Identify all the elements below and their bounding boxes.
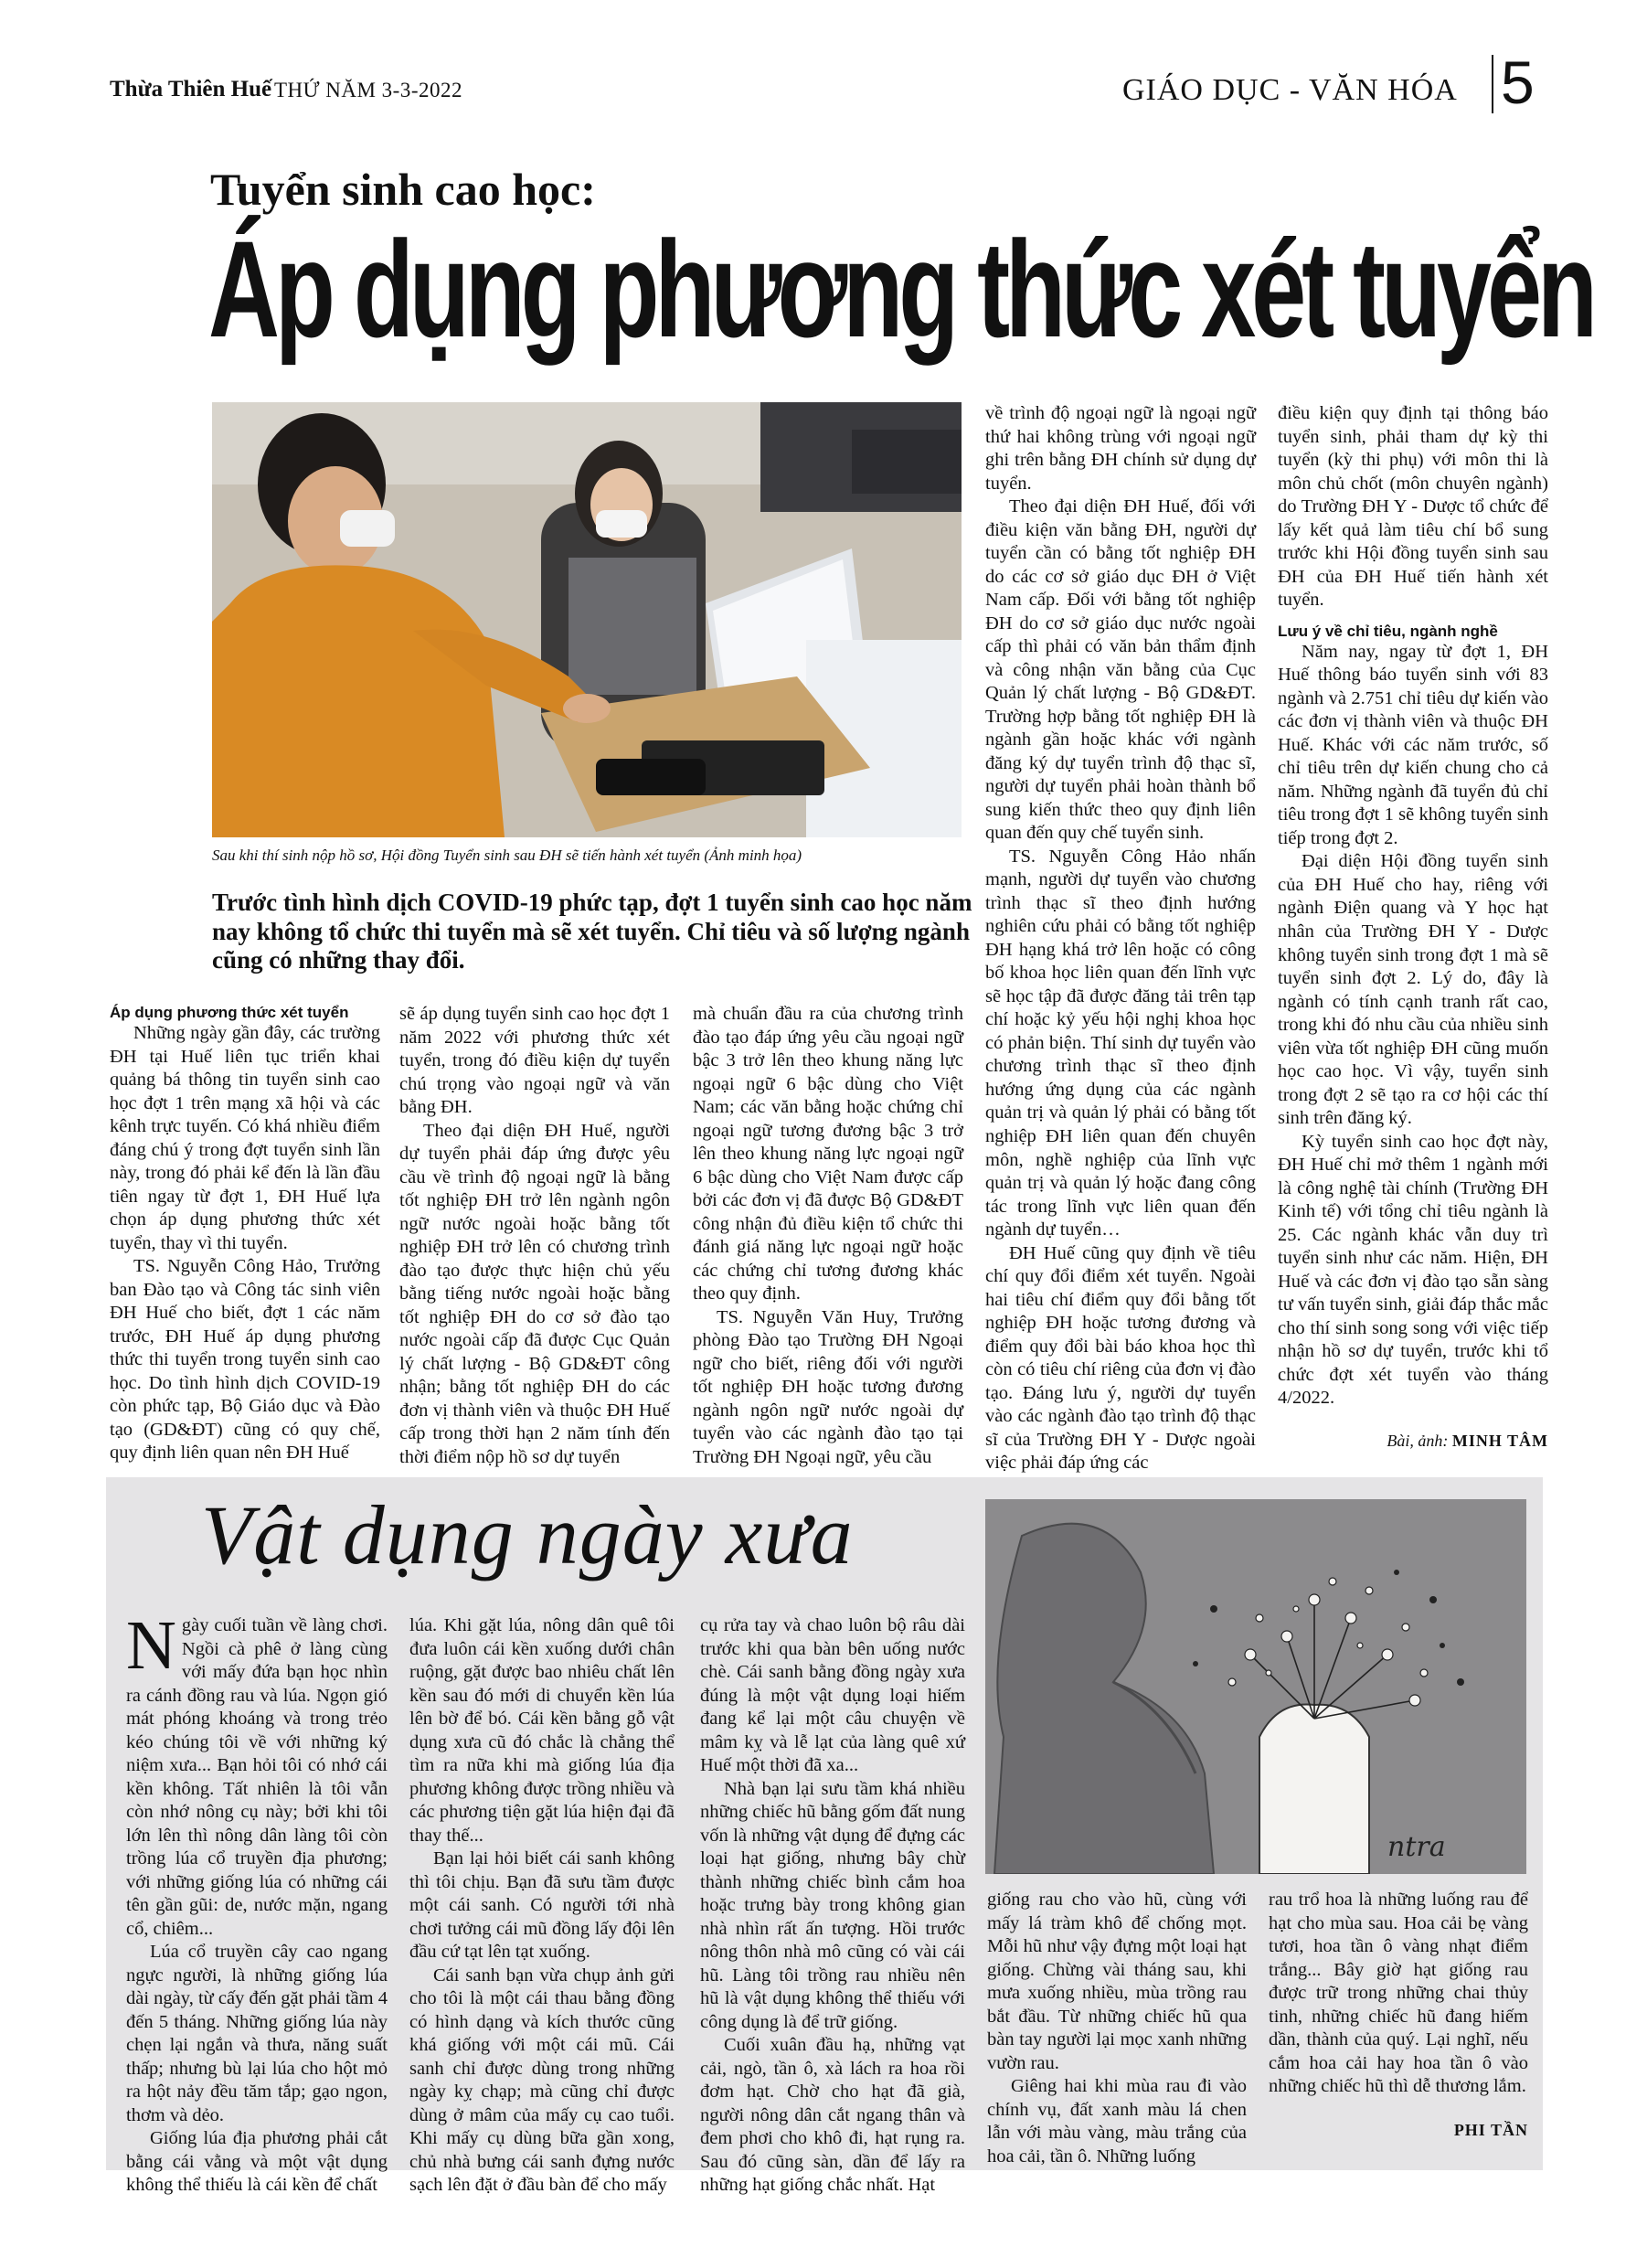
paragraph: Giống lúa địa phương phải cắt bằng cái vằng và một vật dụng không thể thiếu là cái kền để chất bbox=[126, 2128, 388, 2196]
feature-illustration bbox=[985, 1499, 1526, 1874]
paragraph: lúa. Khi gặt lúa, nông dân quê tôi đưa luôn cái kền xuống dưới chân ruộng, gặt được bao nhiêu chất lên kền sau đó mới di chuyển kền lúa lên bờ để bó. Cái kền bằng gỗ vật dụng xưa cũ đó chắc là chẳng thể tìm ra nữa khi mà giống lúa địa phương không được trồng nhiều và các phương tiện gặt lúa hiện đại đã thay thế... bbox=[409, 1615, 675, 1846]
masthead-divider bbox=[1492, 55, 1493, 113]
article-photo bbox=[212, 402, 962, 837]
feature-column-1 bbox=[126, 1607, 388, 2198]
paragraph: Theo đại diện ĐH Huế, đối với điều kiện văn bằng ĐH, người dự tuyển cần có bằng tốt nghiệp ĐH do các cơ sở giáo dục ĐH ở Việt Nam cấp. Đối với bằng tốt nghiệp ĐH do cơ sở giáo dục nước ngoài cấp thì phải có văn bản thẩm định và công nhận văn bằng của Cục Quản lý chất lượng - Bộ GD&ĐT. Trường hợp bằng tốt nghiệp ĐH là ngành gần hoặc khác với ngành đăng ký dự tuyển trình độ thạc sĩ, người dự tuyển phải hoàn thành bổ sung kiến thức theo quy định liên quan đến quy chế tuyển sinh. bbox=[985, 496, 1256, 844]
drop-cap: N bbox=[126, 1607, 176, 1684]
paragraph: Đại diện Hội đồng tuyển sinh của ĐH Huế cho hay, riêng với ngành Điện quang và Y học hạt nhân của Trường ĐH Y - Dược không tuyển sinh trong đợt 1 mà sẽ tuyển sinh đợt 2. Lý do, đây là ngành có tính cạnh tranh rất cao, trong khi đó nhu cầu của nhiều sinh viên vừa tốt nghiệp ĐH cũng muốn học cao học. Vì vậy, tuyển sinh trong đợt 2 sẽ tạo ra cơ hội các thí sinh trên đăng ký. bbox=[1278, 851, 1548, 1129]
paragraph: Năm nay, ngay từ đợt 1, ĐH Huế thông báo tuyển sinh với 83 ngành và 2.751 chỉ tiêu dự kiến vào các đơn vị thành viên và thuộc ĐH Huế. Khác với các năm trước, số chỉ tiêu trên dự kiến chung cho cả năm. Những ngành đã tuyển đủ chỉ tiêu trong đợt 1 sẽ không tuyển sinh tiếp trong đợt 2. bbox=[1278, 641, 1548, 848]
page-number: 5 bbox=[1501, 48, 1535, 116]
subhead-chi-tieu: Lưu ý về chỉ tiêu, ngành nghề bbox=[1278, 622, 1498, 640]
byline-author: MINH TÂM bbox=[1451, 1432, 1548, 1450]
drawing-illustration bbox=[985, 1499, 1526, 1874]
issue-date: THỨ NĂM 3-3-2022 bbox=[274, 79, 462, 101]
paragraph: cụ rửa tay và chao luôn bộ râu dài trước khi qua bàn bên uống nước chè. Cái sanh bằng đồng ngày xưa đúng là một vật dụng loại hiếm đang kể lại một câu chuyện về mâm kỵ và lễ lạt của làng quê xứ Huế một thời đã xa... bbox=[700, 1615, 965, 1776]
paragraph: Lúa cổ truyền cây cao ngang ngực người, là những giống lúa dài ngày, từ cấy đến gặt phải tầm 4 đến 5 tháng. Những giống lúa này chẹn lại ngắn và thưa, năng suất thấp; nhưng bù lại lúa cho hột mỏ ra hột nảy đều tăm tắp; gạo ngon, thơm và dẻo. bbox=[126, 1942, 388, 2125]
article-column-5 bbox=[1278, 402, 1548, 1411]
article-lede: Trước tình hình dịch COVID-19 phức tạp, đợt 1 tuyển sinh cao học năm nay không tổ chức thi tuyển mà sẽ xét tuyển. Chỉ tiêu và số lượng ngành cũng có những thay đổi. bbox=[212, 889, 972, 974]
paragraph: giống rau cho vào hũ, cùng với mấy lá tràm khô để chống mọt. Mỗi hũ như vậy đựng một loại hạt giống. Chừng vài tháng sau, khi mưa xuống nhiều, mùa trồng rau bắt đầu. Từ những chiếc hũ qua bàn tay người lại mọc xanh những vườn rau. bbox=[987, 1890, 1247, 2073]
article-column-4 bbox=[985, 402, 1256, 1475]
article-column-1 bbox=[110, 1003, 380, 1465]
feature-column-4 bbox=[987, 1889, 1247, 2168]
article-kicker: Tuyển sinh cao học: bbox=[210, 164, 596, 215]
paragraph: ĐH Huế cũng quy định về tiêu chí quy đổi điểm xét tuyển. Ngoài hai tiêu chí điểm quy đổi bằng tốt nghiệp ĐH hoặc tương đương và điểm quy đổi bài báo khoa học thì còn có tiêu chí riêng của đơn vị đào tạo. Đáng lưu ý, người dự tuyển vào các ngành đào tạo trình độ thạc sĩ của Trường ĐH Y - Dược ngoài việc phải đáp ứng các bbox=[985, 1242, 1256, 1474]
photo-caption: Sau khi thí sinh nộp hồ sơ, Hội đồng Tuyển sinh sau ĐH sẽ tiến hành xét tuyển (Ảnh minh họa) bbox=[212, 847, 802, 864]
paragraph: về trình độ ngoại ngữ là ngoại ngữ thứ hai không trùng với ngoại ngữ ghi trên bằng ĐH chính sử dụng dự tuyển. bbox=[985, 403, 1256, 494]
paragraph: Cuối xuân đầu hạ, những vạt cải, ngò, tần ô, xà lách ra hoa rồi đơm hạt. Chờ cho hạt đã già, người nông dân cắt ngang thân và đem phơi cho khô đi, hạt rụng ra. Sau đó cũng sàn, dần để lấy ra những hạt giống chắc nhất. Hạt bbox=[700, 2035, 965, 2196]
photo-illustration bbox=[212, 402, 962, 837]
newspaper-name: Thừa Thiên Huế bbox=[110, 77, 272, 101]
section-title: GIÁO DỤC - VĂN HÓA bbox=[1122, 73, 1458, 107]
subhead-xet-tuyen: Áp dụng phương thức xét tuyển bbox=[110, 1004, 349, 1021]
paragraph: TS. Nguyễn Văn Huy, Trưởng phòng Đào tạo Trường ĐH Ngoại ngữ cho biết, riêng đối với người tốt nghiệp ĐH hoặc tương đương ngành ngôn ngữ nước ngoài dự tuyển vào các ngành đào tạo tại Trường ĐH Ngoại ngữ, yêu cầu bbox=[693, 1306, 963, 1467]
feature-column-2 bbox=[409, 1614, 675, 2198]
paragraph: Kỳ tuyển sinh cao học đợt này, ĐH Huế chỉ mở thêm 1 ngành mới là công nghệ tài chính (Trường ĐH Kinh tế) với tổng chỉ tiêu ngành là 25. Các ngành khác vẫn duy trì tuyển sinh như các năm. Hiện, ĐH Huế và các đơn vị đào tạo sẵn sàng tư vấn tuyển sinh, giải đáp thắc mắc cho thí sinh song song với việc tiếp nhận hồ sơ dự tuyển, trước khi tổ chức đợt xét tuyển vào tháng 4/2022. bbox=[1278, 1131, 1548, 1409]
paragraph: TS. Nguyễn Công Hảo nhấn mạnh, người dự tuyển vào chương trình thạc sĩ theo định hướng nghiên cứu phải có bằng tốt nghiệp ĐH hạng khá trở lên hoặc có công bố khoa học liên quan đến lĩnh vực sẽ học tập đã được đăng tải trên tạp chí hoặc kỷ yếu hội nghị khoa học có phản biện. Thí sinh dự tuyển vào chương trình thạc sĩ theo định hướng ứng dụng của các ngành quản trị và quản lý phải có bằng tốt nghiệp ĐH liên quan đến chuyên môn, nghề nghiệp của lĩnh vực quản trị và quản lý hoặc đang công tác trong lĩnh vực liên quan đến ngành dự tuyển… bbox=[985, 846, 1256, 1240]
paragraph: Những ngày gần đây, các trường ĐH tại Huế liên tục triển khai quảng bá thông tin tuyển sinh cao học đợt 1 trên mạng xã hội và các kênh trực tuyến. Có khá nhiều điểm đáng chú ý trong đợt tuyển sinh lần này, trong đó phải kể đến là lần đầu tiên ngay từ đợt 1, ĐH Huế lựa chọn áp dụng phương thức xét tuyển, thay vì thi tuyển. bbox=[110, 1023, 380, 1253]
feature-column-5 bbox=[1269, 1889, 1528, 2099]
paragraph: mà chuẩn đầu ra của chương trình đào tạo đáp ứng yêu cầu ngoại ngữ bậc 3 trở lên theo khung năng lực ngoại ngữ 6 bậc dùng cho Việt Nam; các văn bằng hoặc chứng chỉ ngoại ngữ tương đương bậc 3 trở lên theo khung năng lực ngoại ngữ 6 bậc dùng cho Việt Nam được cấp bởi các đơn vị đã được Bộ GD&ĐT công nhận đủ điều kiện tổ chức thi đánh giá năng lực ngoại ngữ hoặc các chứng chỉ tương đương khác theo quy định. bbox=[693, 1004, 963, 1304]
byline-label: Bài, ảnh: bbox=[1387, 1432, 1449, 1450]
paragraph: sẽ áp dụng tuyển sinh cao học đợt 1 năm 2022 với phương thức xét tuyển, trong đó điều kiện dự tuyển chú trọng vào ngoại ngữ và văn bằng ĐH. bbox=[399, 1004, 670, 1118]
feature-author: PHI TẦN bbox=[1453, 2121, 1528, 2139]
article-headline: Áp dụng phương thức xét tuyển bbox=[208, 212, 1593, 366]
paragraph: Giêng hai khi mùa rau đi vào chính vụ, đất xanh màu lá chen lẫn với màu vàng, màu trắng của hoa cải, tần ô. Những luống bbox=[987, 2076, 1247, 2167]
art-signature: ntra bbox=[1387, 1831, 1446, 1863]
feature-title: Vật dụng ngày xưa bbox=[201, 1488, 854, 1581]
paragraph: TS. Nguyễn Công Hảo, Trưởng ban Đào tạo và Công tác sinh viên ĐH Huế cho biết, đợt 1 các năm trước, ĐH Huế áp dụng phương thức thi tuyển trong tuyển sinh cao học. Do tình hình dịch COVID-19 còn phức tạp, Bộ Giáo dục và Đào tạo (GD&ĐT) cũng có quy chế, quy định liên quan nên ĐH Huế bbox=[110, 1256, 380, 1464]
paragraph: điều kiện quy định tại thông báo tuyển sinh, phải tham dự kỳ thi tuyển (kỳ thi phụ) với môn thi là môn chủ chốt (môn chuyên ngành) do Trường ĐH Y - Dược tổ chức để lấy kết quả làm tiêu chí bổ sung trước khi Hội đồng tuyển sinh sau ĐH của ĐH Huế tiến hành xét tuyển. bbox=[1278, 403, 1548, 611]
paragraph: Cái sanh bạn vừa chụp ảnh gửi cho tôi là một cái thau bằng đồng có hình dạng và kích thước cũng khá giống với một cái mũ. Cái sanh chỉ được dùng trong những ngày kỵ chạp; mà cũng chỉ được dùng ở mâm của mấy cụ cao tuổi. Khi mấy cụ dùng bữa gần xong, chủ nhà bưng cái sanh đựng nước sạch lên đặt ở đầu bàn để cho mấy bbox=[409, 1965, 675, 2196]
feature-column-3 bbox=[700, 1614, 965, 2198]
paragraph: Bạn lại hỏi biết cái sanh không thì tôi chịu. Bạn đã sưu tầm được một cái sanh. Có người tới nhà chơi tưởng cái mũ đồng lấy đội lên đầu cứ tạt lên tạt xuống. bbox=[409, 1848, 675, 1963]
paragraph: Nhà bạn lại sưu tầm khá nhiều những chiếc hũ bằng gốm đất nung vốn là những vật dụng để đựng các loại hạt giống, nhưng bây chừ thành những chiếc bình cắm hoa hoặc trưng bày trong không gian nhà nhìn rất ấn tượng. Hồi trước nông thôn nhà mô cũng có vài cái hũ. Làng tôi trồng rau nhiều nên hũ là vật dụng không thể thiếu với công dụng là để trữ giống. bbox=[700, 1778, 965, 2032]
paragraph: Theo đại diện ĐH Huế, người dự tuyển phải đáp ứng được yêu cầu về trình độ ngoại ngữ là bằng tốt nghiệp ĐH trở lên ngành ngôn ngữ nước ngoài hoặc bằng tốt nghiệp ĐH trở lên có chương trình đào tạo được thực hiện chủ yếu bằng tiếng nước ngoài hoặc bằng tốt nghiệp ĐH do cơ sở đào tạo nước ngoài cấp đã được Cục Quản lý chất lượng - Bộ GD&ĐT công nhận; bằng tốt nghiệp ĐH do các đơn vị thành viên và thuộc ĐH Huế cấp trong thời hạn 2 năm tính đến thời điểm nộp hồ sơ dự tuyển bbox=[399, 1120, 670, 1467]
paragraph-text: gày cuối tuần về làng chơi. Ngồi cà phê ở làng cùng với mấy đứa bạn học nhìn ra cánh đồng rau và lúa. Ngọn gió mát phóng khoáng và trong trẻo kéo chúng tôi về với những ký niệm xưa... Bạn hỏi tôi có nhớ cái kền không. Tất nhiên là tôi vẫn còn nhớ nông cụ này; bởi khi tôi lớn lên thì nông dân làng tôi còn trồng lúa cổ truyền địa phương; với những giống lúa có những cái tên gần gũi: de, nước mặn, ngang cổ, chiêm... bbox=[126, 1615, 388, 1939]
paragraph bbox=[126, 1607, 388, 1941]
article-column-3 bbox=[693, 1003, 963, 1469]
article-column-2 bbox=[399, 1003, 670, 1469]
article-byline bbox=[1351, 1432, 1548, 1451]
paragraph: rau trổ hoa là những luống rau để hạt cho mùa sau. Hoa cải bẹ vàng tươi, hoa tần ô vàng nhạt điểm trắng... Bây giờ hạt giống rau được trữ trong những chai thủy tinh, những chiếc hũ đang hiếm dần, thành của quý. Lại nghĩ, nếu cắm hoa cải hay hoa tần ô vào những chiếc hũ thì dễ thương lắm. bbox=[1269, 1890, 1528, 2097]
